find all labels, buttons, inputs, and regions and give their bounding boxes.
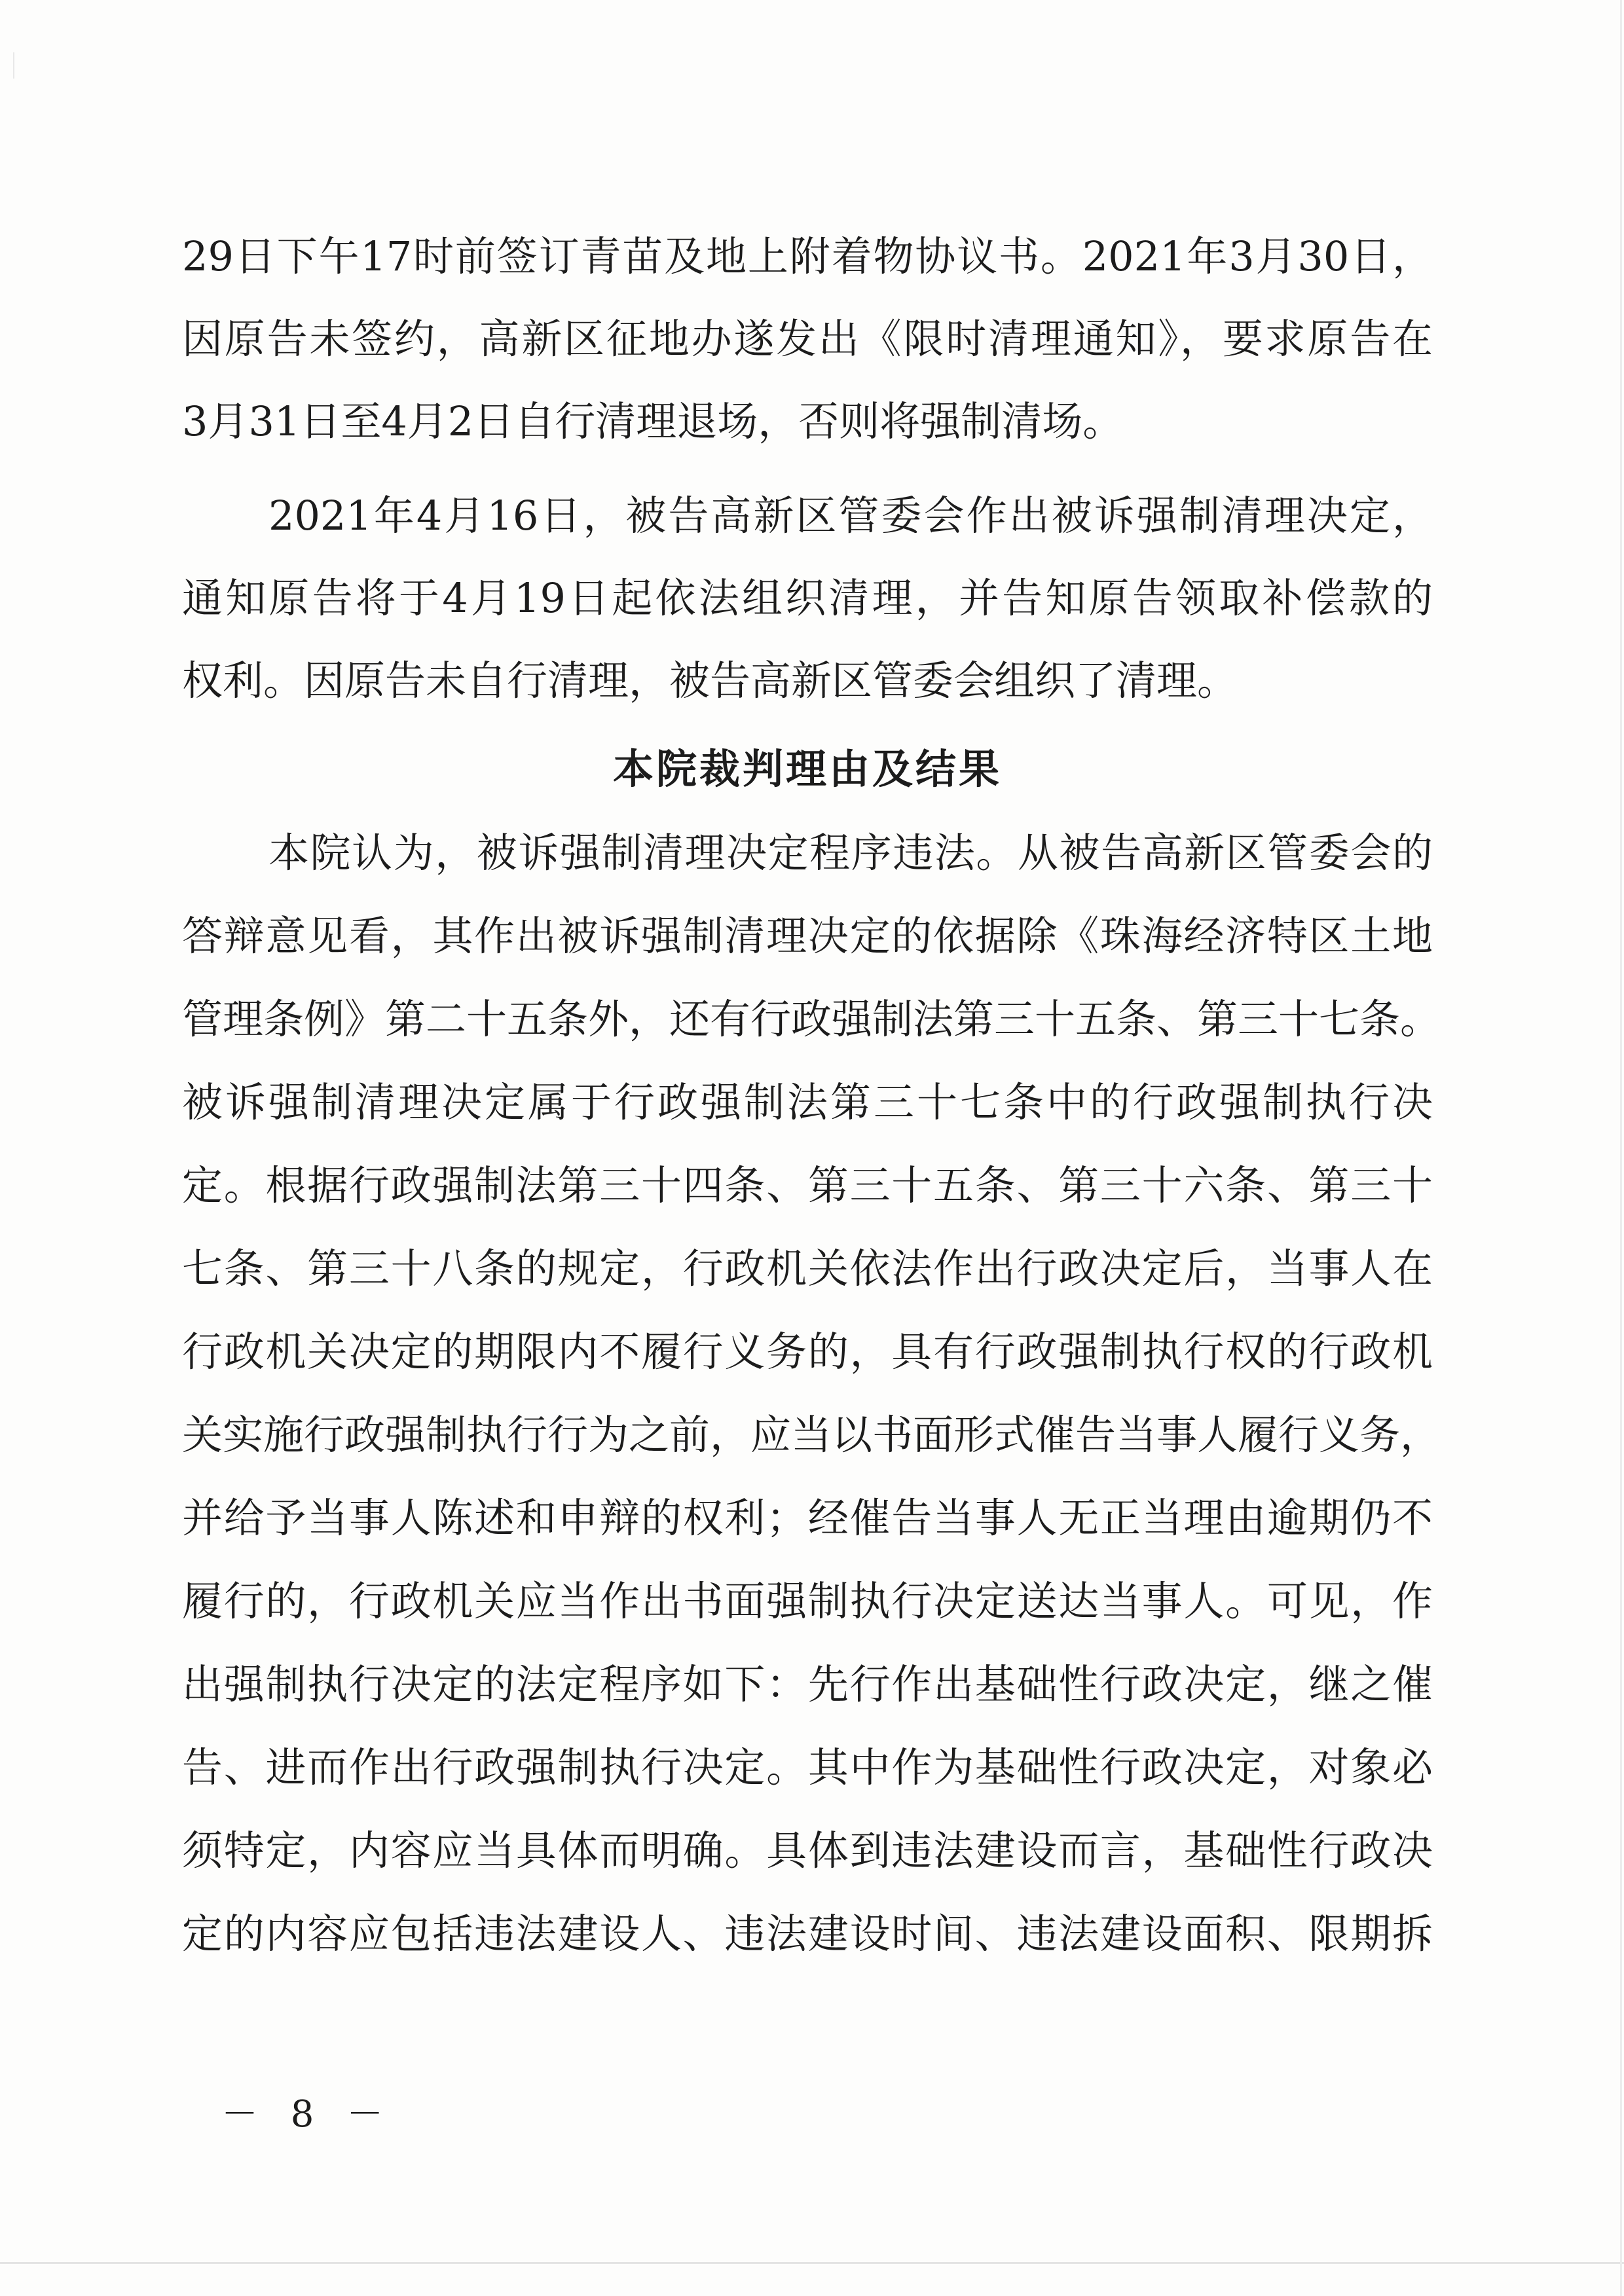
text-line: 履行的，行政机关应当作出书面强制执行决定送达当事人。可见，作 [182, 1577, 1433, 1625]
text-line: 七条、第三十八条的规定，行政机关依法作出行政决定后，当事人在 [182, 1245, 1433, 1292]
text-line: 权利。因原告未自行清理，被告高新区管委会组织了清理。 [182, 657, 1238, 704]
text-line: 2021年4月16日，被告高新区管委会作出被诉强制清理决定， [268, 492, 1433, 539]
scan-edge-mark [13, 52, 14, 79]
text-line: 须特定，内容应当具体而明确。具体到违法建设而言，基础性行政决 [182, 1827, 1433, 1874]
text-line: 答辩意见看，其作出被诉强制清理决定的依据除《珠海经济特区土地 [182, 912, 1433, 960]
text-line: 定。根据行政强制法第三十四条、第三十五条、第三十六条、第三十 [182, 1161, 1433, 1209]
text-line: 管理条例》第二十五条外，还有行政强制法第三十五条、第三十七条。 [182, 995, 1441, 1043]
scan-right-edge [1620, 0, 1622, 2296]
text-line: 3月31日至4月2日自行清理退场，否则将强制清场。 [182, 397, 1124, 445]
text-line: 通知原告将于4月19日起依法组织清理，并告知原告领取补偿款的 [182, 574, 1433, 622]
text-line: 因原告未签约，高新区征地办遂发出《限时清理通知》，要求原告在 [182, 315, 1433, 363]
text-line: 被诉强制清理决定属于行政强制法第三十七条中的行政强制执行决 [182, 1078, 1433, 1126]
text-line: 行政机关决定的期限内不履行义务的，具有行政强制执行权的行政机 [182, 1328, 1433, 1376]
text-line: 定的内容应包括违法建设人、违法建设时间、违法建设面积、限期拆 [182, 1910, 1433, 1958]
text-line: 出强制执行决定的法定程序如下：先行作出基础性行政决定，继之催 [182, 1660, 1433, 1708]
text-line: 并给予当事人陈述和申辩的权利；经催告当事人无正当理由逾期仍不 [182, 1494, 1433, 1542]
text-line: 关实施行政强制执行行为之前，应当以书面形式催告当事人履行义务， [182, 1411, 1441, 1459]
section-heading: 本院裁判理由及结果 [612, 745, 1002, 793]
page-number: － 8 － [221, 2093, 394, 2136]
text-line: 本院认为，被诉强制清理决定程序违法。从被告高新区管委会的 [268, 829, 1433, 877]
text-line: 告、进而作出行政强制执行决定。其中作为基础性行政决定，对象必 [182, 1743, 1433, 1791]
scan-bottom-edge [0, 2262, 1624, 2264]
text-line: 29日下午17时前签订青苗及地上附着物协议书。2021年3月30日， [182, 232, 1433, 280]
